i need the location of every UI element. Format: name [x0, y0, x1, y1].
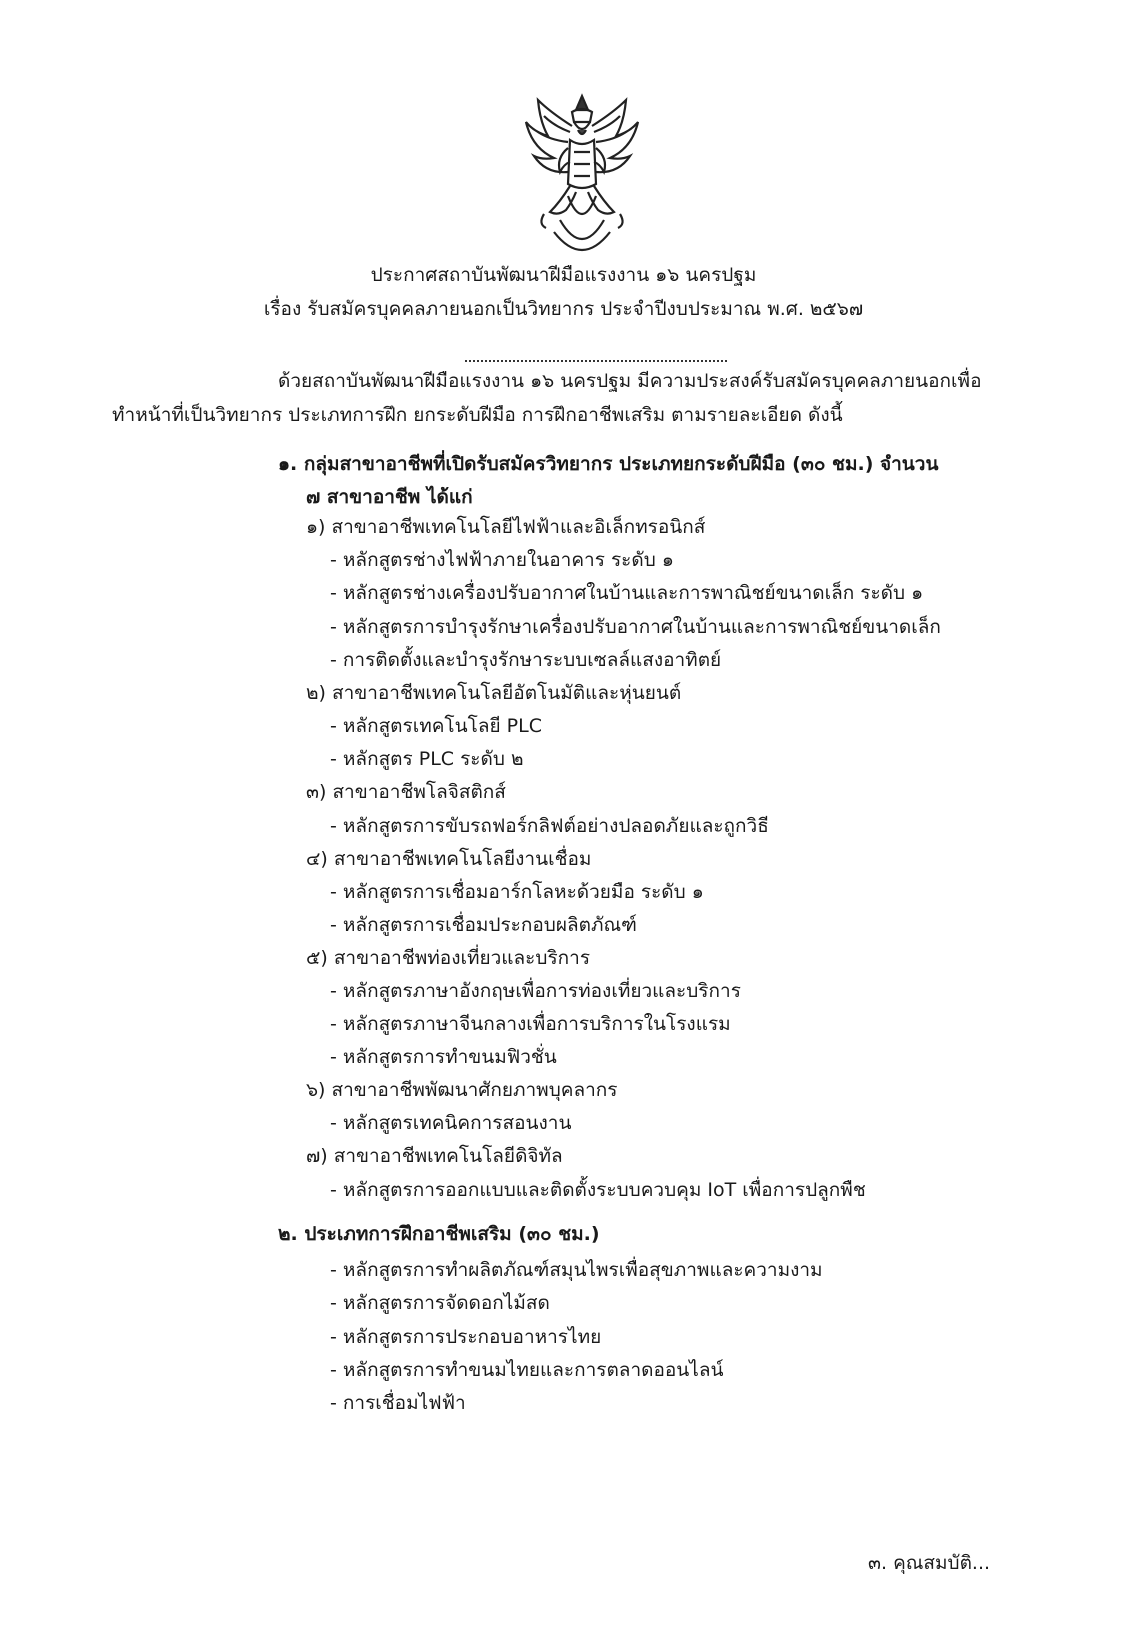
occupation-group-label: ๔) สาขาอาชีพเทคโนโลยีงานเชื่อม: [306, 848, 592, 870]
course-item: - หลักสูตรการออกแบบและติดตั้งระบบควบคุม IoT เพื่อการปลูกพืช: [330, 1179, 866, 1201]
course-item: - หลักสูตรการทำผลิตภัณฑ์สมุนไพรเพื่อสุขภาพและความงาม: [330, 1259, 823, 1281]
course-item: - หลักสูตรการจัดดอกไม้สด: [330, 1292, 550, 1314]
section-2-heading: ๒. ประเภทการฝึกอาชีพเสริม (๓๐ ชม.): [278, 1223, 600, 1245]
continuation-note: ๓. คุณสมบัติ...: [868, 1552, 991, 1574]
course-item: - หลักสูตรช่างเครื่องปรับอากาศในบ้านและการพาณิชย์ขนาดเล็ก ระดับ ๑: [330, 582, 924, 604]
course-item: - หลักสูตรการบำรุงรักษาเครื่องปรับอากาศในบ้านและการพาณิชย์ขนาดเล็ก: [330, 616, 941, 638]
occupation-group-label: ๒) สาขาอาชีพเทคโนโลยีอัตโนมัติและหุ่นยนต์: [306, 682, 682, 704]
course-item: - หลักสูตรเทคนิคการสอนงาน: [330, 1112, 572, 1134]
announcement-title: ประกาศสถาบันพัฒนาฝีมือแรงงาน ๑๖ นครปฐม: [370, 264, 757, 286]
course-item: - หลักสูตรการเชื่อมประกอบผลิตภัณฑ์: [330, 914, 637, 936]
course-item: - หลักสูตรการทำขนมไทยและการตลาดออนไลน์: [330, 1359, 724, 1381]
course-item: - หลักสูตรภาษาอังกฤษเพื่อการท่องเที่ยวและบริการ: [330, 980, 741, 1002]
course-item: - การติดตั้งและบำรุงรักษาระบบเซลล์แสงอาทิตย์: [330, 649, 722, 671]
section-1-heading: ๑. กลุ่มสาขาอาชีพที่เปิดรับสมัครวิทยากร ประเภทยกระดับฝีมือ (๓๐ ชม.) จำนวน: [278, 453, 939, 475]
course-item: - หลักสูตร PLC ระดับ ๒: [330, 748, 524, 770]
course-item: - หลักสูตรการเชื่อมอาร์กโลหะด้วยมือ ระดับ ๑: [330, 881, 704, 903]
occupation-group-label: ๓) สาขาอาชีพโลจิสติกส์: [306, 781, 506, 803]
course-item: - หลักสูตรช่างไฟฟ้าภายในอาคาร ระดับ ๑: [330, 549, 674, 571]
course-item: - หลักสูตรเทคโนโลยี PLC: [330, 715, 542, 737]
separator-dots: [465, 360, 727, 362]
course-item: - หลักสูตรการประกอบอาหารไทย: [330, 1326, 602, 1348]
course-item: - การเชื่อมไฟฟ้า: [330, 1392, 466, 1414]
garuda-emblem-icon: [520, 92, 644, 262]
course-item: - หลักสูตรภาษาจีนกลางเพื่อการบริการในโรงแรม: [330, 1013, 731, 1035]
course-item: - หลักสูตรการทำขนมฟิวชั่น: [330, 1046, 557, 1068]
section-1-heading-cont: ๗ สาขาอาชีพ ได้แก่: [306, 486, 473, 508]
intro-line-1: ด้วยสถาบันพัฒนาฝีมือแรงงาน ๑๖ นครปฐม มีความประสงค์รับสมัครบุคคลภายนอกเพื่อ: [278, 370, 982, 392]
occupation-group-label: ๗) สาขาอาชีพเทคโนโลยีดิจิทัล: [306, 1145, 563, 1167]
announcement-subject: เรื่อง รับสมัครบุคคลภายนอกเป็นวิทยากร ประจำปีงบประมาณ พ.ศ. ๒๕๖๗: [263, 298, 864, 320]
course-item: - หลักสูตรการขับรถฟอร์กลิฟต์อย่างปลอดภัยและถูกวิธี: [330, 815, 769, 837]
occupation-group-label: ๖) สาขาอาชีพพัฒนาศักยภาพบุคลากร: [306, 1079, 618, 1101]
occupation-group-label: ๑) สาขาอาชีพเทคโนโลยีไฟฟ้าและอิเล็กทรอนิกส์: [306, 516, 706, 538]
occupation-group-label: ๕) สาขาอาชีพท่องเที่ยวและบริการ: [306, 947, 591, 969]
intro-line-2: ทำหน้าที่เป็นวิทยากร ประเภทการฝึก ยกระดับฝีมือ การฝึกอาชีพเสริม ตามรายละเอียด ดังนี้: [112, 404, 843, 426]
